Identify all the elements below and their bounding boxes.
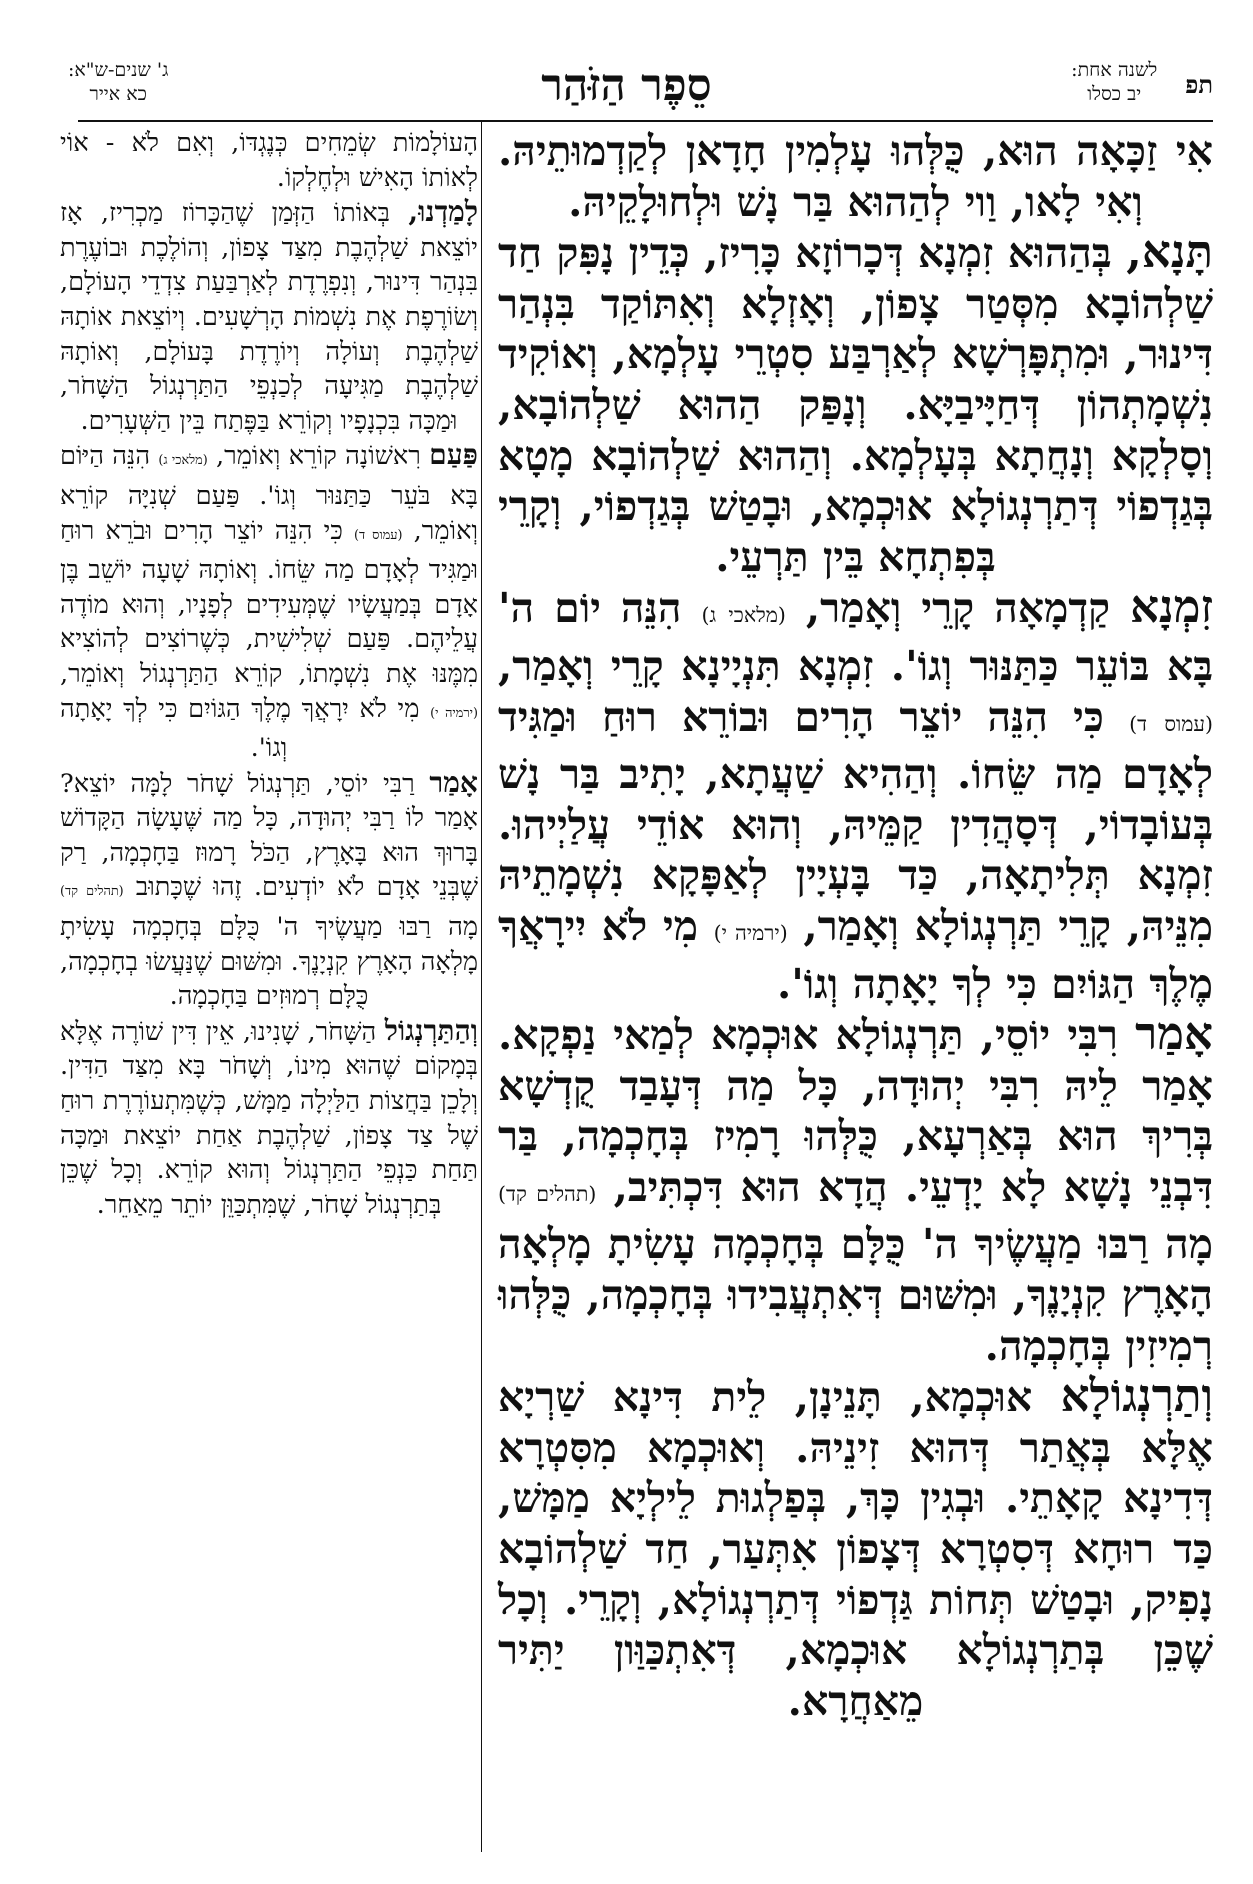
paragraph-text: רַבִּי יוֹסֵי, תַּרְנְגוֹל שָׁחֹר לָמָּה יוֹצֵא? אָמַר לוֹ רַבִּי יְהוּדָה, כָּל מַה שֶּׁעָשָׂה הַקָּדוֹשׁ בָּרוּךְ הוּא בָּאָרֶץ, הַכֹּל רָמוּז בַּחָכְמָה, רַק שֶׁבְּנֵי אָדָם לֹא יוֹדְעִים. זֶהוּ שֶׁכָּתוּב [60,768,478,903]
hebrew-translation-column [60,126,478,1222]
schedule-date: יב כסלו [1087,83,1142,105]
page-header [40,58,1213,122]
verse-citation: (תהלים קד) [498,1181,597,1206]
aramaic-main-column [498,126,1213,1726]
lead-word: זִמְנָא [1130,580,1214,634]
paragraph-text: רִאשׁוֹנָה קוֹרֵא וְאוֹמֵר, [216,441,421,472]
lead-word: פַּעַם [429,438,478,472]
page-number: תפ [1185,70,1213,99]
paragraph-text: הַשָּׁחֹר, שָׁנִינוּ, אֵין דִּין שׁוֹרֶה אֶלָּא בְּמָקוֹם שֶׁהוּא מִינוֹ, וְשָׁחֹר בָּא מִצַּד הַדִּין. וְלָכֵן בַּחֲצוֹת הַלַּיְלָה מַמָּשׁ, כְּשֶׁמִּתְעוֹרֶרֶת רוּחַ שֶׁל צַד צָפוֹן, שַׁלְהֶבֶת אַחַת יוֹצֵאת וּמַכָּה תַּחַת כַּנְפֵי הַתַּרְנְגוֹל וְהוּא קוֹרֵא. וְכָל שֶׁכֵּן בְּתַרְנְגוֹל שָׁחֹר, שֶׁמִּתְכַּוֵּן יוֹתֵר מֵאַחֵר. [60,1016,478,1220]
paragraph-text: הָעוֹלָמוֹת שְׂמֵחִים כְּנֶגְדּוֹ, וְאִם לֹא - אוֹי לְאוֹתוֹ הָאִישׁ וּלְחֶלְקוֹ. [60,128,478,193]
paragraph-text: כִּי הִנֵּה יוֹצֵר הָרִים וּבוֹרֵא רוּחַ וּמַגִּיד לְאָדָם מַה שֵּׂחוֹ. וְהַהִיא שַׁעֲתָא, יָתִיב בַּר נָשׁ בְּעוֹבָדוֹי, דְּסָהֲדִין קַמֵּיהּ, וְהוּא אוֹדֵי עֲלַיְיהוּ. זִמְנָא תְּלִיתָאָה, כַּד בָּעְיָין לְאַפָּקָא נִשְׁמָתֵיהּ מִנֵּיהּ, קָרֵי תַּרְנְגוֹלָא וְאָמַר, [498,692,1213,950]
main-paragraph-1 [498,126,1213,227]
verse-citation: (ירמיה י) [430,705,478,721]
main-paragraph-4 [498,1009,1213,1371]
verse-citation: (מלאכי ג) [158,453,208,469]
schedule-label: ג' שנים-ש"א: [68,59,169,81]
header-rule [78,120,1213,122]
side-paragraph-3 [60,438,478,765]
schedule-label: לשנה אחת: [1071,59,1158,81]
paragraph-text: בְּהַהוּא זִמְנָא דְּכָרוֹזָא כָּרִיז, כְּדֵין נָפִּק חַד שַׁלְהוֹבָא מִסְּטַר צָפוֹן, וְאָזְלָא וְאִתּוֹקַד בִּנְהַר דִּינוּר, וּמִתְפָּרְשָׁא לְאַרְבַּע סִטְרֵי עָלְמָא, וְאוֹקִיד נִשְׁמָתְהוֹן דְּחַיָּיבַיָּא. וְנָפַּק הַהוּא שַׁלְהוֹבָא, וְסָלְקָא וְנָחֲתָא בְּעָלְמָא. וְהַהוּא שַׁלְהוֹבָא מָטָא בְּגַדְפוֹי דְּתַרְנְגוֹלָא אוּכְמָא, וּבָטַשׁ בְּגַדְפוֹי, וְקָרֵי בְּפִתְחָא בֵּין תַּרְעֵי. [498,229,1213,581]
lead-word: אָמַר [429,765,478,799]
paragraph-text: כִּי הִנֵּה יוֹצֵר הָרִים וּבֹרֵא רוּחַ וּמַגִּיד לְאָדָם מַה שֵּׂחוֹ. וְאוֹתָהּ שָׁעָה יוֹשֵׁב בֶּן אָדָם בְּמַעֲשָׂיו שֶׁמְּעִידִים לְפָנָיו, וְהוּא מוֹדֶה עֲלֵיהֶם. פַּעַם שְׁלִישִׁית, כְּשֶׁרוֹצִים לְהוֹצִיא מִמֶּנּוּ אֶת נִשְׁמָתוֹ, קוֹרֵא הַתַּרְנְגוֹל וְאוֹמֵר, [60,515,478,689]
lead-word: תָּנָא, [1126,225,1214,279]
main-paragraph-2 [498,227,1213,582]
paragraph-text: בְּאוֹתוֹ הַזְּמַן שֶׁהַכָּרוֹז מַכְרִיז, אָז יוֹצֵאת שַׁלְהֶבֶת מִצַּד צָפוֹן, וְהוֹלֶכֶת וּבוֹעֶרֶת בִּנְהַר דִּינוּר, וְנִפְרֶדֶת לְאַרְבַּעַת צִדְדֵי הָעוֹלָם, וְשׂוֹרֶפֶת אֶת נִשְׁמוֹת הָרְשָׁעִים. וְיוֹצֵאת אוֹתָהּ שַׁלְהֶבֶת וְעוֹלָה וְיוֹרֶדֶת בָּעוֹלָם, וְאוֹתָהּ שַׁלְהֶבֶת מַגִּיעָה לְכַנְפֵי הַתַּרְנְגוֹל הַשָּׁחֹר, וּמַכָּה בִּכְנָפָיו וְקוֹרֵא בַּפֶּתַח בֵּין הַשְּׁעָרִים. [60,198,478,436]
side-paragraph-4 [60,766,478,1014]
verse-citation: (מלאכי ג) [701,603,786,628]
paragraph-text: מָה רַבּוּ מַעֲשֶׂיךָ ה' כֻּלָּם בְּחָכְמָה עָשִׂיתָ מָלְאָה הָאָרֶץ קִנְיָנֶךָ. וּמִשּׁוּם שֶׁנַּעֲשׂוּ בְחָכְמָה, כֻּלָּם רְמוּזִים בַּחָכְמָה. [60,912,478,1012]
paragraph-text: אוּכְמָא, תָּנֵינָן, לֵית דִּינָא שַׁרְיָא אֶלָּא בְּאֲתַר דְּהוּא זִינֵיהּ. וְאוּכְמָא מִסִּטְרָא דְּדִינָא קָאָתֵי. וּבְגִין כָּךְ, בְּפַלְגוּת לֵילְיָא מַמָּשׁ, כַּד רוּחָא דְּסִטְרָא דְּצָפוֹן אִתְּעַר, חַד שַׁלְהוֹבָא נָפִיק, וּבָטַשׁ תְּחוֹת גַּדְפוֹי דְּתַרְנְגוֹלָא, וְקָרֵי. וְכָל שֶׁכֵּן בְּתַרְנְגוֹלָא אוּכְמָא, דְּאִתְכַּוַּון יַתִּיר מֵאַחֲרָא. [498,1373,1213,1725]
verse-citation: (עמוס ד) [1129,711,1214,736]
verse-citation: (תהלים קד) [60,884,124,900]
main-paragraph-5 [498,1371,1213,1726]
lead-word: וְתַרְנְגוֹלָא [1060,1369,1213,1423]
side-paragraph-1 [60,126,478,195]
book-title: סֵפֶר הַזֹּהַר [541,60,712,111]
lead-word: לָמַדְנוּ, [408,195,478,229]
paragraph-text: מִי לֹא יִרָאֲךָ מֶלֶךְ הַגּוֹיִם כִּי לְךָ יָאָתָה וְגוֹ'. [60,693,420,764]
lead-word: וְהַתַּרְנְגוֹל [384,1013,479,1047]
paragraph-text: מָה רַבּוּ מַעֲשֶׂיךָ ה' כֻּלָּם בְּחָכְמָה עָשִׂיתָ מָלְאָה הָאָרֶץ קִנְיָנֶךָ, וּמִשּׁוּם דְּאִתְעֲבִידוּ בְּחָכְמָה, כֻּלְּהוּ רְמִיזִין בְּחָכְמָה. [498,1220,1213,1370]
verse-citation: (עמוס ד) [353,527,403,543]
paragraph-text: קַדְמָאָה קָרֵי וְאָמַר, [805,584,1111,633]
side-paragraph-2 [60,195,478,438]
verse-citation: (ירמיה י) [713,920,788,945]
lead-word: אָמַר [1135,1007,1213,1061]
column-divider [481,122,482,1852]
paragraph-text: מִי לֹא יִירָאֲךָ מֶלֶךְ הַגּוֹיִם כִּי לְךָ יָאָתָה וְגוֹ'. [498,901,1213,1008]
schedule-date: כא אייר [89,83,147,105]
main-paragraph-3 [498,582,1213,1009]
side-paragraph-5 [60,1014,478,1223]
paragraph-text: רִבִּי יוֹסֵי, תַּרְנְגוֹלָא אוּכְמָא לְמַאי נַפְקָא. אָמַר לֵיהּ רִבִּי יְהוּדָה, כָּל מַה דְּעָבַד קֻדְשָׁא בְּרִיךְ הוּא בְּאַרְעָא, כֻּלְּהוּ רָמִיז בְּחָכְמָה, בַּר דִּבְנֵי נָשָׁא לָא יָדְעֵי. הֲדָא הוּא דִּכְתִּיב, [498,1011,1213,1211]
paragraph-text: אִי זַכָּאָה הוּא, כֻּלְּהוּ עָלְמִין חָדָאן לְקַדְמוּתֵיהּ. וְאִי לָאו, וַוי לְהַהוּא בַּר נָשׁ וּלְחוּלָקֵיהּ. [498,127,1213,226]
paragraph-text: הִנֵּה יוֹם ה' בָּא בּוֹעֵר כַּתַּנּוּר וְגוֹ'. זִמְנָא תִּנְיָינָא קָרֵי וְאָמַר, [498,584,1213,690]
paragraph-text: הִנֵּה הַיּוֹם בָּא בֹּעֵר כַּתַּנּוּר וְגוֹ'. פַּעַם שְׁנִיָּה קוֹרֵא וְאוֹמֵר, [60,441,479,546]
daily-schedule-three-years [68,58,168,106]
